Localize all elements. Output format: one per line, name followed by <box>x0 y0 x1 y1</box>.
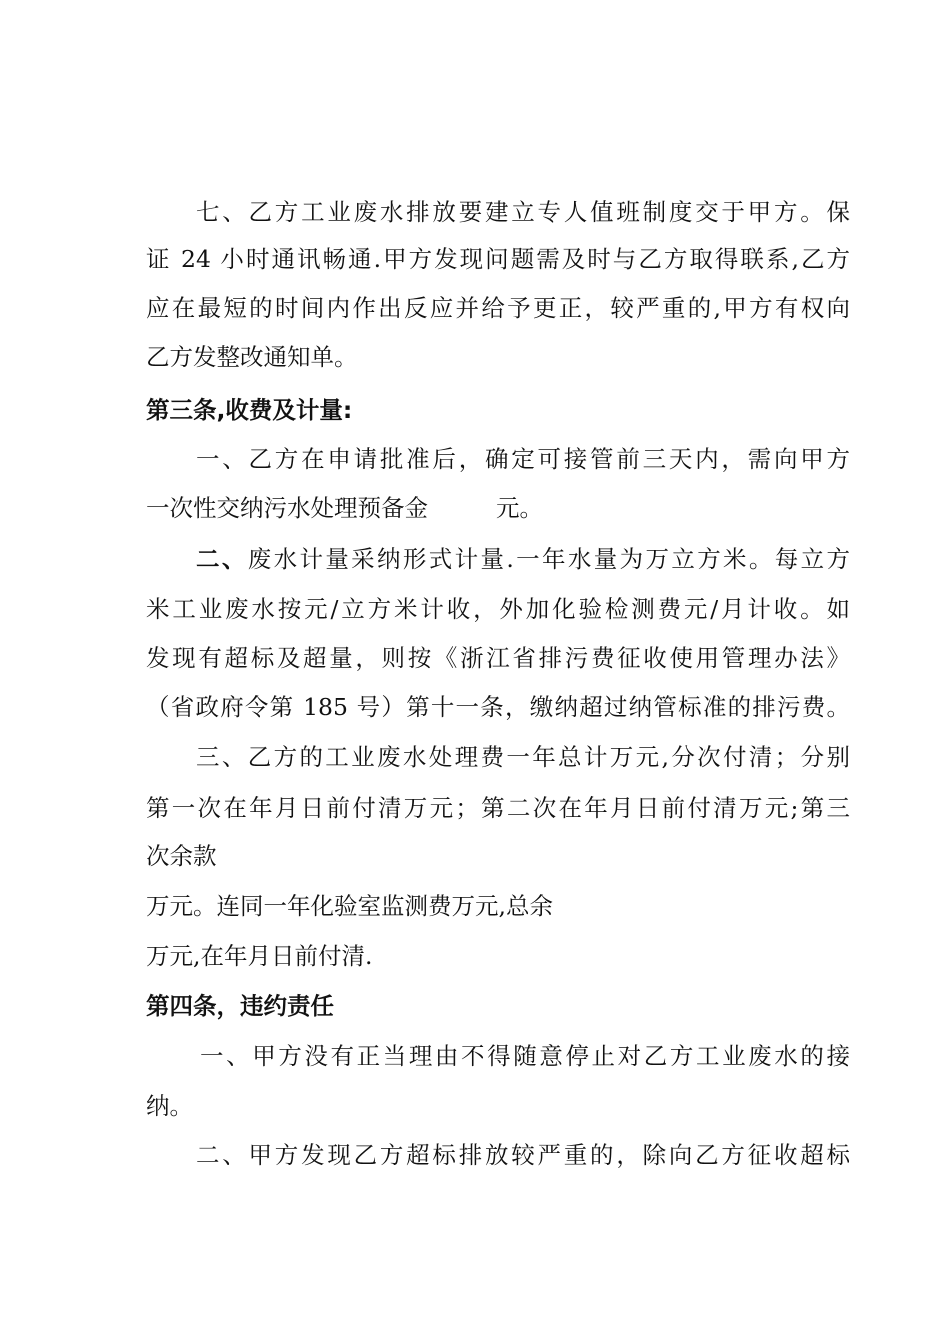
article-3-heading: 第三条,收费及计量: <box>146 396 353 424</box>
clause-7-line-2: 证 24 小时通讯畅通.甲方发现问题需及时与乙方取得联系,乙方 <box>146 245 850 273</box>
article-3-clause-2-line-2: 米工业废水按元/立方米计收，外加化验检测费元/月计收。如 <box>146 595 850 623</box>
article-3-clause-3-line-5: 万元,在年月日前付清. <box>146 942 373 970</box>
article-4-clause-1-line-2: 纳。 <box>146 1092 193 1120</box>
article-3-clause-1-line-1: 一、乙方在申请批准后，确定可接管前三天内，需向甲方 <box>196 445 850 473</box>
article-3-clause-2-line-4: （省政府令第 185 号）第十一条，缴纳超过纳管标准的排污费。 <box>146 693 850 721</box>
deposit-unit: 元。 <box>496 494 543 522</box>
clause-7-line-1: 七、乙方工业废水排放要建立专人值班制度交于甲方。保 <box>196 198 850 226</box>
article-3-clause-3-line-4: 万元。连同一年化验室监测费万元,总余 <box>146 892 553 920</box>
clause-text: 废水计量采纳形式计量.一年水量为万立方米。每立方 <box>247 545 850 573</box>
article-3-clause-2-line-3: 发现有超标及超量，则按《浙江省排污费征收使用管理办法》 <box>146 644 850 672</box>
clause-number: 二、 <box>196 545 248 573</box>
article-3-clause-3-line-3: 次余款 <box>146 842 217 870</box>
clause-7-line-3: 应在最短的时间内作出反应并给予更正，较严重的,甲方有权向 <box>146 294 850 322</box>
article-4-clause-2-line-1: 二、甲方发现乙方超标排放较严重的，除向乙方征收超标 <box>196 1141 850 1169</box>
article-3-clause-3-line-1: 三、乙方的工业废水处理费一年总计万元,分次付清；分别 <box>196 743 850 771</box>
article-4-heading: 第四条，违约责任 <box>146 992 334 1020</box>
article-4-clause-1-line-1: 一、甲方没有正当理由不得随意停止对乙方工业废水的接 <box>200 1042 850 1070</box>
deposit-text: 一次性交纳污水处理预备金 <box>146 494 428 522</box>
clause-7-line-4: 乙方发整改通知单。 <box>146 343 358 371</box>
article-3-clause-2-line-1 <box>196 543 850 575</box>
article-3-clause-3-line-2: 第一次在年月日前付清万元；第二次在年月日前付清万元;第三 <box>146 794 850 822</box>
article-3-clause-1-line-2 <box>146 492 850 524</box>
